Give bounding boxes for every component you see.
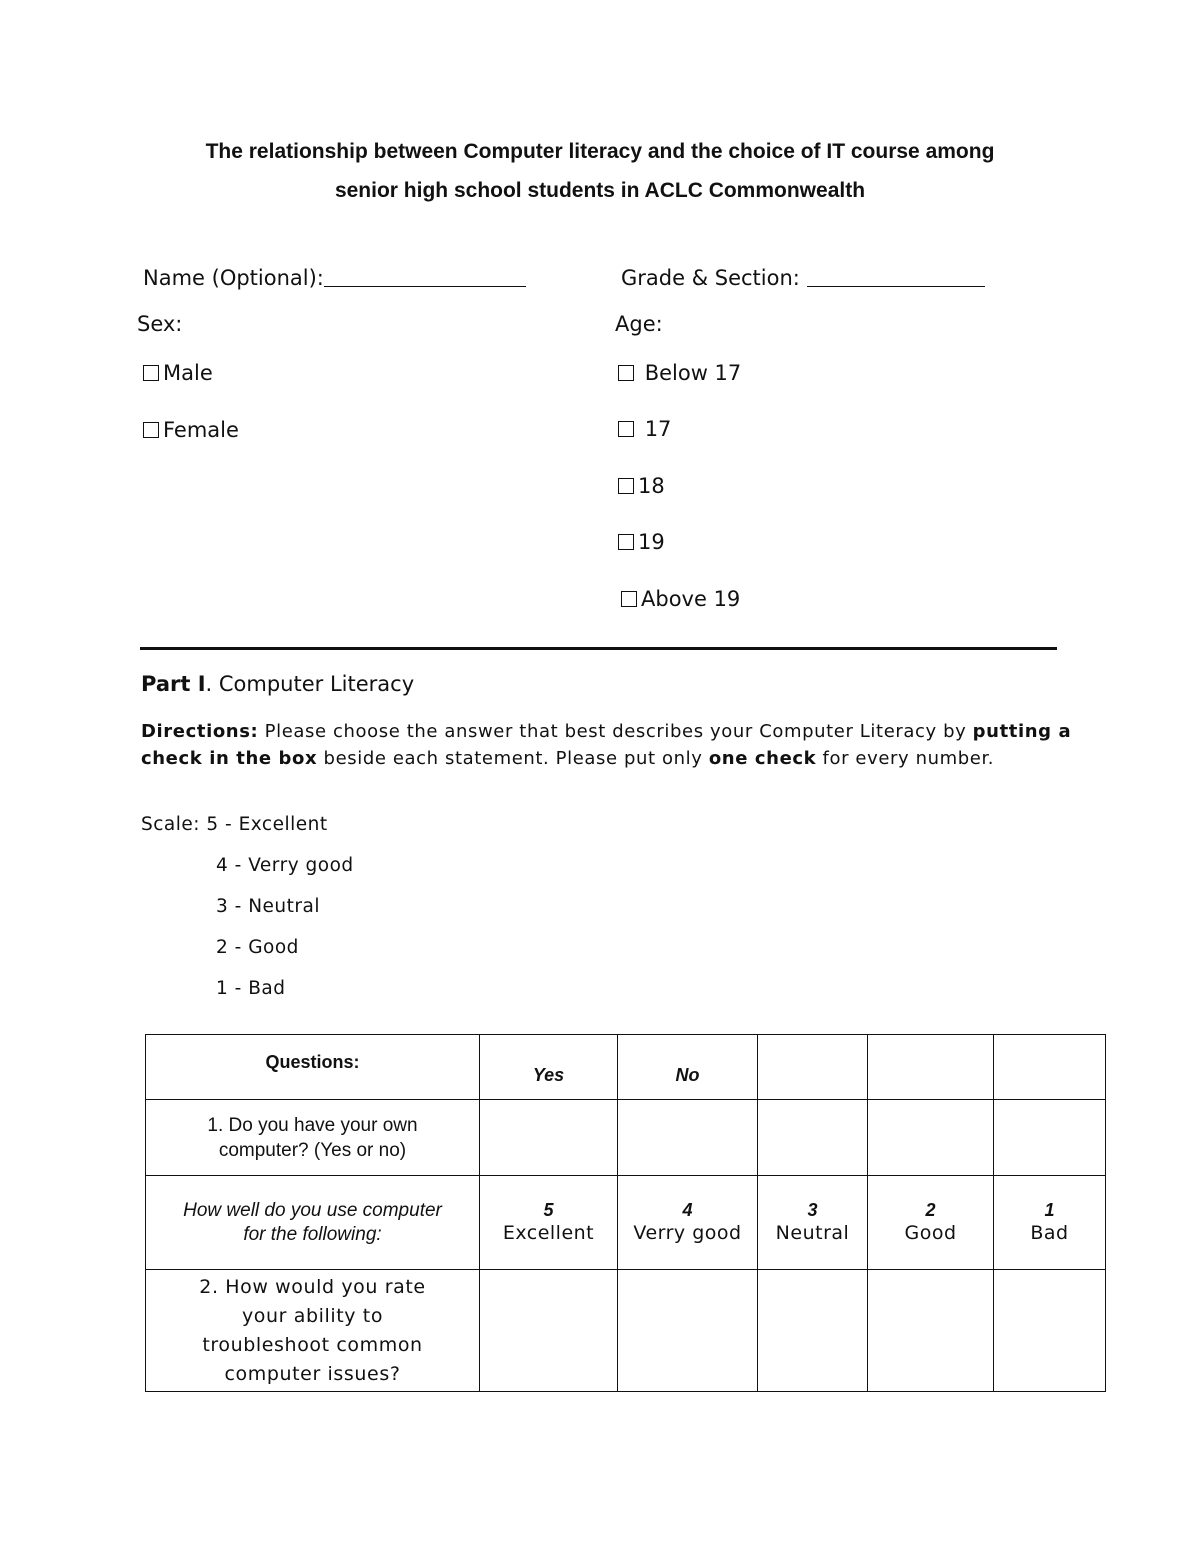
grade-field: [621, 266, 985, 290]
part-number: Part I: [141, 672, 206, 696]
empty-cell: [758, 1100, 868, 1176]
rating-header-5: 5 Excellent: [480, 1176, 618, 1270]
directions-text: [141, 718, 1081, 772]
directions-emphasis-2: one check: [708, 748, 817, 769]
age-option-below-17[interactable]: [618, 361, 741, 385]
option-label: 17: [644, 417, 672, 441]
option-label: Above 19: [641, 587, 741, 611]
empty-cell: [994, 1100, 1106, 1176]
age-option-17[interactable]: [618, 417, 671, 441]
rating-header-3: 3 Neutral: [758, 1176, 868, 1270]
age-label: Age:: [615, 312, 663, 336]
scale-line-1: 1 - Bad: [216, 978, 286, 999]
empty-cell: [868, 1100, 994, 1176]
directions-text-1: Please choose the answer that best describes your Computer Literacy by: [258, 721, 973, 742]
checkbox-icon[interactable]: [621, 591, 637, 607]
scale-line-4: 4 - Verry good: [216, 855, 354, 876]
header-yes: Yes: [480, 1035, 618, 1100]
table-row-rating-header: [146, 1176, 1106, 1270]
rating-cell-4[interactable]: [618, 1270, 758, 1392]
header-empty-cell: [994, 1035, 1106, 1100]
rating-header-2: 2 Good: [868, 1176, 994, 1270]
checkbox-icon[interactable]: [618, 365, 634, 381]
age-option-above-19[interactable]: [621, 587, 740, 611]
section-divider: [140, 647, 1057, 650]
title-line-2: senior high school students in ACLC Commonwealth: [334, 179, 866, 202]
directions-text-2: beside each statement. Please put only: [317, 748, 709, 769]
scale-line-3: 3 - Neutral: [216, 896, 320, 917]
question-1-text: 1. Do you have your own computer? (Yes or no): [146, 1100, 480, 1176]
header-no: No: [618, 1035, 758, 1100]
sex-label: Sex:: [137, 312, 183, 336]
checkbox-icon[interactable]: [618, 478, 634, 494]
title-line-1: The relationship between Computer literacy and the choice of IT course among: [205, 140, 995, 163]
answer-cell-yes[interactable]: [480, 1100, 618, 1176]
how-well-prompt: How well do you use computer for the following:: [146, 1176, 480, 1270]
name-blank[interactable]: [324, 268, 526, 287]
rating-cell-5[interactable]: [480, 1270, 618, 1392]
directions-label: Directions:: [141, 721, 259, 742]
grade-label: Grade & Section:: [621, 266, 800, 290]
sex-option-male[interactable]: [143, 361, 213, 385]
table-row-question-1: [146, 1100, 1106, 1176]
scale-line-5: Scale: 5 - Excellent: [141, 814, 328, 835]
table-header-row: [146, 1035, 1106, 1100]
rating-cell-1[interactable]: [994, 1270, 1106, 1392]
checkbox-icon[interactable]: [618, 421, 634, 437]
rating-cell-3[interactable]: [758, 1270, 868, 1392]
sex-option-female[interactable]: [143, 418, 239, 442]
grade-blank[interactable]: [807, 268, 985, 287]
rating-header-1: 1 Bad: [994, 1176, 1106, 1270]
header-empty-cell: [758, 1035, 868, 1100]
part-title: . Computer Literacy: [205, 672, 415, 696]
option-label: Male: [163, 361, 213, 385]
checkbox-icon[interactable]: [618, 534, 634, 550]
option-label: Below 17: [644, 361, 742, 385]
age-option-19[interactable]: [618, 530, 665, 554]
checkbox-icon[interactable]: [143, 422, 159, 438]
header-empty-cell: [868, 1035, 994, 1100]
name-label: Name (Optional):: [143, 266, 324, 290]
questions-table: [145, 1034, 1106, 1392]
name-field: [143, 266, 526, 290]
part-heading: [141, 672, 414, 696]
answer-cell-no[interactable]: [618, 1100, 758, 1176]
question-2-text: 2. How would you rate your ability to troubleshoot common computer issues?: [146, 1270, 480, 1392]
header-questions: Questions:: [146, 1035, 480, 1100]
rating-header-4: 4 Verry good: [618, 1176, 758, 1270]
table-row-question-2: [146, 1270, 1106, 1392]
checkbox-icon[interactable]: [143, 365, 159, 381]
scale-line-2: 2 - Good: [216, 937, 299, 958]
directions-emphasis-1: putting a check in the box: [141, 721, 1072, 769]
option-label: Female: [163, 418, 239, 442]
option-label: 19: [638, 530, 665, 554]
rating-cell-2[interactable]: [868, 1270, 994, 1392]
age-option-18[interactable]: [618, 474, 665, 498]
survey-title: [100, 132, 1100, 210]
option-label: 18: [638, 474, 665, 498]
directions-text-3: for every number.: [816, 748, 995, 769]
